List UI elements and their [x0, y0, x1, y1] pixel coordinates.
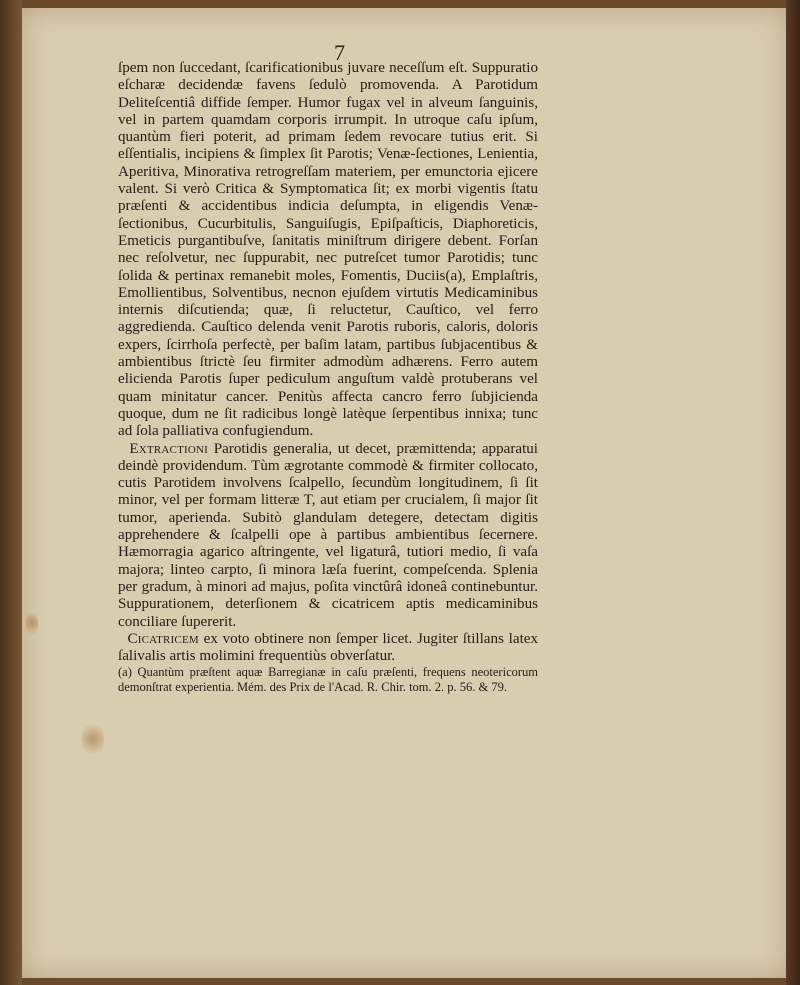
- paper-stain: [26, 608, 38, 638]
- body-text: [118, 60, 538, 694]
- paragraph: [118, 631, 538, 666]
- footnote: (a) Quantùm præſtent aquæ Barregianæ in caſu præſenti, frequens neotericorum demonſtrat experientia. Mém. des Prix de l'Acad. R. Chir. tom. 2. p. 56. & 79.: [118, 665, 538, 694]
- paragraph-text: ſpem non ſuccedant, ſcarificationibus juvare neceſſum eſt. Suppuratio eſcharæ decidendæ favens ſedulò promovenda. A Parotidum Deliteſcentiâ diffide ſemper. Humor fugax vel in alveum ſanguinis, vel in partem quamdam corporis irrumpit. In utroque caſu ipſum, quantùm fieri poterit, ad primam ſedem revocare tutius erit. Si eſſentialis, incipiens & ſimplex ſit Parotis; Venæ-ſectiones, Lenientia, Aperitiva, Minorativa retrogreſſam materiem, per emunctoria ejicere valent. Si verò Critica & Symptomatica ſit; ex morbi vigentis ſtatu præſenti & accidentibus indicia deſumpta, in eligendis Venæ-ſectionibus, Cucurbitulis, Sanguiſugis, Epiſpaſticis, Diaphoreticis, Emeticis purgantibuſve, ſanitatis miniſtrum dirigere debent. Forſan nec reſolvetur, nec ſuppurabit, nec putreſcet tumor Parotidis; tunc ſolida & pertinax remanebit moles, Fomentis, Duciis(a), Emplaſtris, Emollientibus, Solventibus, necnon ejuſdem virtutis Medicaminibus internis diſcutienda; quæ, ſi reluctetur, Cauſtico, vel ferro aggredienda. Cauſtico delenda venit Parotis ruboris, caloris, doloris expers, ſcirrhoſa perfectè, per baſim latam, partibus ſubjacentibus & ambientibus ſtrictè ſeu firmiter admodùm adhærens. Ferro autem elicienda Parotis ſuper pediculum anguſtum valdè protuberans vel quam minitatur cancer. Penitùs affecta cancro ferro ſubjicienda quoque, dum ne ſit radicibus longè latèque ſerpentibus innixa; tunc ad ſola palliativa confugiendum.: [118, 60, 538, 440]
- paragraph-text: Parotidis generalia, ut decet, præmittenda; apparatui deindè providendum. Tùm ægrotante commodè & firmiter collocato, cutis Parotidem involvens ſcalpello, ſecundùm longitudinem, ſi ſit minor, vel per formam litteræ T, aut etiam per crucialem, ſi major ſit tumor, aperienda. Subitò glandulam detegere, detectam digitis apprehendere & ſcalpelli ope à partibus ambientibus ſecernere. Hæmorragia agarico aſtringente, vel ligaturâ, tutiori medio, ſi vaſa majora; linteo carpto, ſi minora læſa fuerint, compeſcenda. Splenia per gradum, à minori ad majus, poſita vinctûrâ idoneâ continebuntur. Suppurationem, deterſionem & cicatricem aptis medicaminibus conciliare ſupererit.: [118, 440, 539, 630]
- paragraph-lead: Extractioni: [129, 440, 209, 457]
- paragraph: [118, 441, 538, 631]
- book-edge: [786, 0, 800, 985]
- paper-stain: [82, 720, 104, 758]
- paragraph-text: ex voto obtinere non ſemper licet. Jugiter ſtillans latex ſalivalis artis molimini frequentiùs obverſatur.: [118, 630, 539, 665]
- book-gutter: [0, 0, 22, 985]
- page-number: 7: [334, 40, 345, 65]
- paragraph-lead: Cicatricem: [127, 630, 199, 647]
- paragraph: [118, 60, 538, 441]
